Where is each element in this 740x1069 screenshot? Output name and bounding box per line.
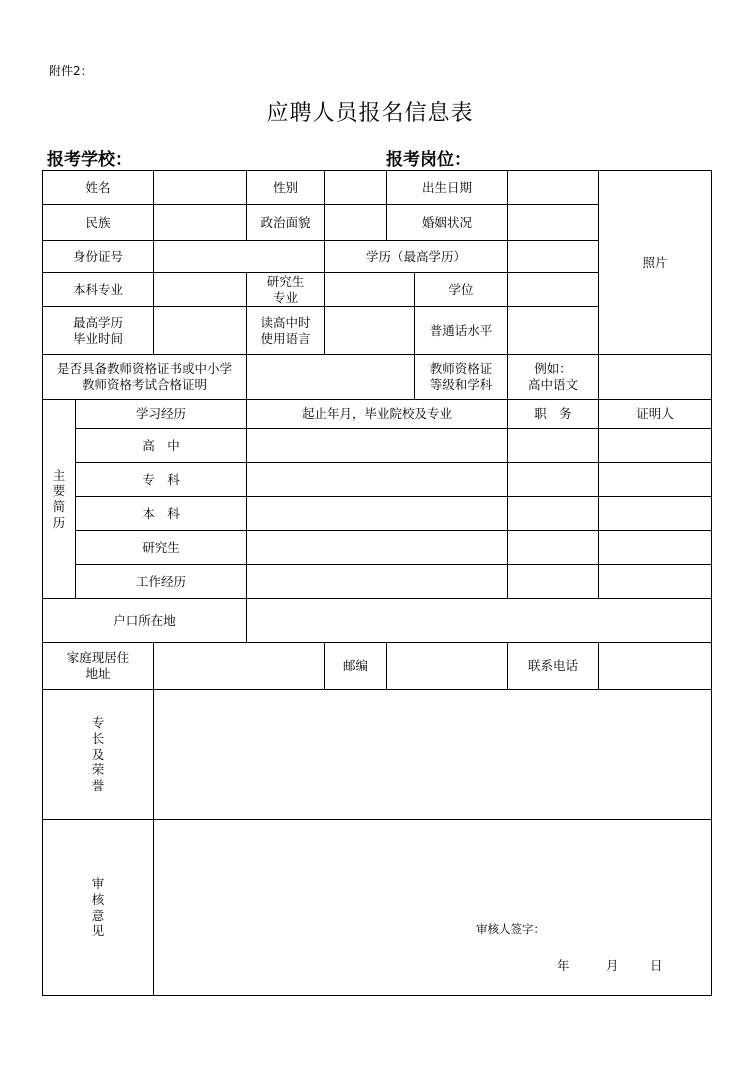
household-cell[interactable] (247, 599, 712, 643)
birth-date-cell[interactable] (508, 171, 599, 205)
phone-label: 联系电话 (508, 643, 599, 690)
audit-char: 审 (91, 876, 105, 892)
audit-char: 核 (91, 891, 105, 907)
graduate-major-label (247, 273, 325, 307)
id-number-label: 身份证号 (43, 241, 154, 273)
stage-witness-cell[interactable] (599, 531, 712, 565)
political-status-label: 政治面貌 (247, 205, 325, 241)
cert-grade-line1: 教师资格证 (429, 361, 493, 377)
stage-witness-cell[interactable] (599, 497, 712, 531)
stage-duty-cell[interactable] (508, 565, 599, 599)
resume-header-witness: 证明人 (599, 400, 712, 429)
degree-label: 学位 (415, 273, 508, 307)
teacher-cert-line1: 是否具备教师资格证书或中小学 (57, 361, 233, 377)
cert-grade-cell[interactable] (599, 355, 712, 400)
graduate-major-line1: 研究生 (266, 273, 305, 289)
table-row (43, 497, 712, 531)
stage-witness-cell[interactable] (599, 565, 712, 599)
postcode-cell[interactable] (387, 643, 508, 690)
education-label: 学历（最高学历） (325, 241, 508, 273)
highest-edu-line2: 毕业时间 (73, 330, 124, 346)
table-row (43, 463, 712, 497)
date-year: 年 (557, 958, 570, 973)
audit-char: 意 (91, 907, 105, 923)
teacher-cert-line2: 教师资格考试合格证明 (82, 377, 208, 392)
stage-work: 工作经历 (76, 565, 247, 599)
resume-header-period: 起止年月，毕业院校及专业 (247, 400, 508, 429)
specialty-char: 长 (91, 731, 105, 747)
stage-junior-college: 专 科 (76, 463, 247, 497)
hs-language-line2: 使用语言 (260, 330, 311, 346)
stage-period-cell[interactable] (247, 429, 508, 463)
mandarin-level-cell[interactable] (508, 307, 599, 355)
specialty-label (43, 690, 154, 820)
table-row (43, 429, 712, 463)
marital-status-cell[interactable] (508, 205, 599, 241)
highest-edu-label (43, 307, 154, 355)
resume-char: 简 (52, 499, 66, 514)
stage-period-cell[interactable] (247, 497, 508, 531)
photo-cell[interactable]: 照片 (599, 171, 712, 355)
degree-cell[interactable] (508, 273, 599, 307)
name-label: 姓名 (43, 171, 154, 205)
audit-label (43, 820, 154, 996)
stage-undergrad: 本 科 (76, 497, 247, 531)
graduate-major-cell[interactable] (325, 273, 415, 307)
page-title: 应聘人员报名信息表 (266, 101, 474, 126)
ethnicity-label: 民族 (43, 205, 154, 241)
gender-cell[interactable] (325, 171, 387, 205)
birth-date-label: 出生日期 (387, 171, 508, 205)
cert-grade-line2: 等级和学科 (429, 377, 493, 392)
address-cell[interactable] (154, 643, 325, 690)
stage-witness-cell[interactable] (599, 429, 712, 463)
mandarin-level-label: 普通话水平 (415, 307, 508, 355)
resume-char: 历 (52, 514, 66, 530)
audit-cell[interactable] (154, 820, 712, 996)
phone-cell[interactable] (599, 643, 712, 690)
resume-header-study: 学习经历 (76, 400, 247, 429)
auditor-sign-label: 审核人签字： (476, 922, 546, 936)
specialty-char: 及 (91, 746, 105, 762)
table-row (43, 565, 712, 599)
ethnicity-cell[interactable] (154, 205, 247, 241)
school-label: 报考学校： (47, 150, 132, 170)
specialty-char: 荣 (91, 762, 105, 778)
teacher-cert-cell[interactable] (247, 355, 415, 400)
stage-high-school: 高 中 (76, 429, 247, 463)
date-day: 日 (650, 958, 663, 973)
hs-language-line1: 读高中时 (260, 314, 311, 330)
household-label: 户口所在地 (43, 599, 247, 643)
undergrad-major-cell[interactable] (154, 273, 247, 307)
id-number-cell[interactable] (154, 241, 325, 273)
cert-grade-label (415, 355, 508, 400)
cert-example-line2: 高中语文 (528, 377, 579, 392)
stage-period-cell[interactable] (247, 565, 508, 599)
resume-header-duty: 职 务 (508, 400, 599, 429)
application-form-table (42, 170, 712, 996)
education-cell[interactable] (508, 241, 599, 273)
stage-witness-cell[interactable] (599, 463, 712, 497)
cert-example (508, 355, 599, 400)
name-cell[interactable] (154, 171, 247, 205)
cert-example-line1: 例如： (534, 361, 572, 377)
stage-graduate: 研究生 (76, 531, 247, 565)
date-month: 月 (606, 958, 619, 973)
highest-edu-cell[interactable] (154, 307, 247, 355)
address-label (43, 643, 154, 690)
address-line1: 家庭现居住 (66, 650, 130, 666)
gender-label: 性别 (247, 171, 325, 205)
position-label: 报考岗位： (386, 150, 471, 170)
stage-period-cell[interactable] (247, 531, 508, 565)
attachment-label: 附件2： (49, 64, 93, 78)
stage-duty-cell[interactable] (508, 497, 599, 531)
highest-edu-line1: 最高学历 (73, 314, 124, 330)
specialty-cell[interactable] (154, 690, 712, 820)
audit-char: 见 (91, 923, 105, 939)
graduate-major-line2: 专业 (273, 289, 299, 305)
table-row (43, 531, 712, 565)
address-line2: 地址 (85, 666, 111, 681)
teacher-cert-label (43, 355, 247, 400)
hs-language-label (247, 307, 325, 355)
specialty-char: 专 (91, 715, 105, 731)
resume-char: 要 (52, 483, 66, 499)
postcode-label: 邮编 (325, 643, 387, 690)
specialty-char: 誉 (91, 777, 105, 793)
hs-language-cell[interactable] (325, 307, 415, 355)
political-status-cell[interactable] (325, 205, 387, 241)
stage-duty-cell[interactable] (508, 429, 599, 463)
stage-duty-cell[interactable] (508, 531, 599, 565)
marital-status-label: 婚姻状况 (387, 205, 508, 241)
stage-duty-cell[interactable] (508, 463, 599, 497)
stage-period-cell[interactable] (247, 463, 508, 497)
undergrad-major-label: 本科专业 (43, 273, 154, 307)
resume-char: 主 (52, 467, 66, 483)
resume-side-label (43, 400, 76, 599)
